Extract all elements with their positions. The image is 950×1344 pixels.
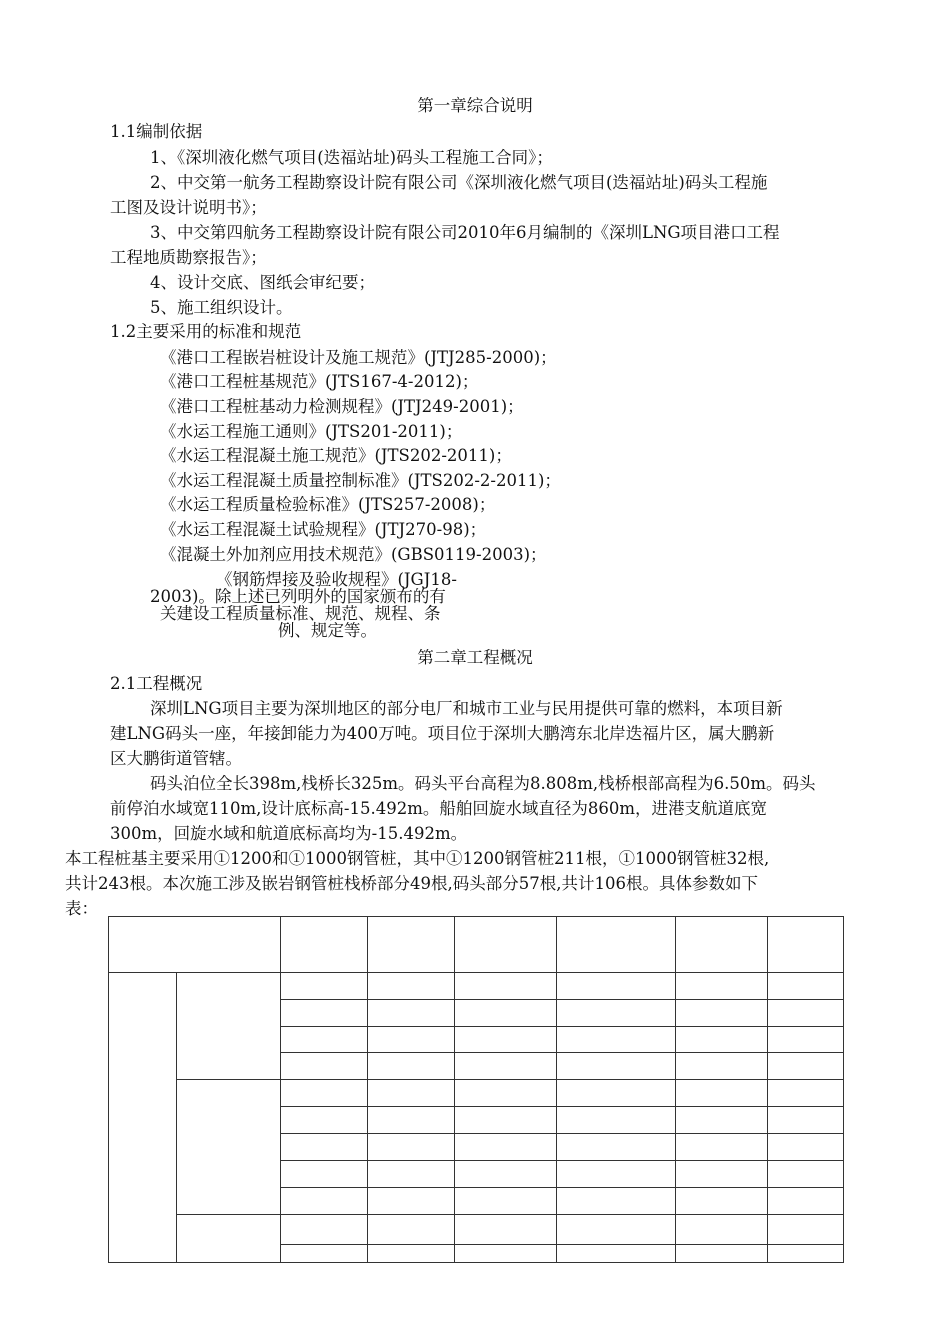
standard-item: 《水运工程质量检验标准》(JTS257-2008)；: [160, 495, 496, 514]
table-cell: [455, 1214, 557, 1244]
table-cell: [109, 972, 177, 1262]
overview-p2-line3: 300m，回旋水域和航道底标高均为-15.492m。: [110, 824, 468, 843]
table-cell: [768, 1107, 844, 1134]
table-cell: [768, 1244, 844, 1262]
table-cell: [177, 972, 281, 1079]
standard-item: 《港口工程桩基规范》(JTS167-4-2012)；: [160, 372, 479, 391]
table-cell: [455, 1160, 557, 1187]
table-cell: [368, 999, 455, 1026]
table-cell: [368, 917, 455, 973]
table-cell: [281, 1080, 368, 1107]
table-cell: [455, 1053, 557, 1080]
table-cell: [557, 999, 676, 1026]
table-cell: [557, 972, 676, 999]
table-cell: [281, 1026, 368, 1053]
basis-item-2-line2: 工图及设计说明书》；: [110, 198, 267, 217]
table-cell: [368, 1026, 455, 1053]
section-2-1-heading: 2.1工程概况: [110, 674, 203, 693]
overview-p3-line2: 共计243根。本次施工涉及嵌岩钢管桩栈桥部分49根,码头部分57根,共计106根。具体参数如下: [65, 874, 758, 893]
table-cell: [768, 1160, 844, 1187]
table-cell: [557, 1187, 676, 1214]
basis-item-1: 1、《深圳液化燃气项目(迭福站址)码头工程施工合同》；: [150, 148, 553, 167]
section-1-1-heading: 1.1编制依据: [110, 122, 203, 141]
basis-item-5: 5、施工组织设计。: [150, 298, 293, 317]
section-1-2-heading: 1.2主要采用的标准和规范: [110, 322, 302, 341]
table-cell: [676, 917, 768, 973]
table-cell: [768, 972, 844, 999]
table-cell: [368, 1214, 455, 1244]
table-cell: [368, 1160, 455, 1187]
overview-p2-line1: 码头泊位全长398m,栈桥长325m。码头平台高程为8.808m,栈桥根部高程为6.50m。码头: [150, 774, 816, 793]
table-cell: [281, 1134, 368, 1161]
table-cell: [557, 1244, 676, 1262]
table-cell: [557, 917, 676, 973]
table-cell: [368, 1080, 455, 1107]
table-cell: [455, 1080, 557, 1107]
standard-last-line3: 关建设工程质量标准、规范、规程、条: [160, 604, 441, 623]
table-cell: [557, 1214, 676, 1244]
table-cell: [557, 1160, 676, 1187]
table-cell: [281, 999, 368, 1026]
table-cell: [368, 1107, 455, 1134]
table-cell: [676, 1187, 768, 1214]
table-cell: [557, 1107, 676, 1134]
table-header-row: [109, 917, 844, 973]
table-cell: [676, 999, 768, 1026]
standard-item: 《港口工程嵌岩桩设计及施工规范》(JTJ285-2000)；: [160, 348, 557, 367]
table-row: [109, 1080, 844, 1107]
table-cell: [455, 1187, 557, 1214]
table-cell: [455, 1107, 557, 1134]
table-cell: [768, 1187, 844, 1214]
table-cell: [768, 1026, 844, 1053]
table-cell: [281, 1160, 368, 1187]
table-cell: [676, 1214, 768, 1244]
table-cell: [368, 1244, 455, 1262]
table-cell: [557, 1080, 676, 1107]
basis-item-3-line2: 工程地质勘察报告》；: [110, 248, 267, 267]
table-cell: [455, 999, 557, 1026]
overview-p3-line3: 表：: [65, 899, 98, 918]
table-cell: [557, 1053, 676, 1080]
table-cell: [281, 1107, 368, 1134]
table-cell: [676, 1026, 768, 1053]
overview-p1-line1: 深圳LNG项目主要为深圳地区的部分电厂和城市工业与民用提供可靠的燃料，本项目新: [150, 699, 783, 718]
pile-parameter-table: [108, 916, 844, 1263]
table-cell: [557, 1026, 676, 1053]
table-cell: [768, 999, 844, 1026]
standard-item: 《混凝土外加剂应用技术规范》(GBS0119-2003)；: [160, 545, 547, 564]
table-cell: [455, 1134, 557, 1161]
table-cell: [177, 1080, 281, 1214]
overview-p2-line2: 前停泊水域宽110m,设计底标高-15.492m。船舶回旋水域直径为860m，进港支航道底宽: [110, 799, 767, 818]
standard-item: 《水运工程混凝土质量控制标准》(JTS202-2-2011)；: [160, 471, 561, 490]
overview-p1-line3: 区大鹏街道管辖。: [110, 749, 242, 768]
table-cell: [676, 1244, 768, 1262]
standard-item: 《水运工程混凝土施工规范》(JTS202-2011)；: [160, 446, 512, 465]
standard-item: 《水运工程施工通则》(JTS201-2011)；: [160, 422, 463, 441]
table-cell: [768, 917, 844, 973]
table-cell: [281, 1244, 368, 1262]
table-cell: [768, 1053, 844, 1080]
table-cell: [676, 1134, 768, 1161]
table-cell: [368, 1134, 455, 1161]
table-cell: [281, 1214, 368, 1244]
table-row: [109, 972, 844, 999]
standard-last-line2: 2003)。除上述已列明外的国家颁布的有: [150, 587, 446, 606]
chapter1-title: 第一章综合说明: [417, 96, 533, 115]
table-cell: [368, 1053, 455, 1080]
table-cell: [281, 917, 368, 973]
table-cell: [455, 917, 557, 973]
table-cell: [557, 1134, 676, 1161]
standard-item: 《水运工程混凝土试验规程》(JTJ270-98)；: [160, 520, 487, 539]
overview-p1-line2: 建LNG码头一座，年接卸能力为400万吨。项目位于深圳大鹏湾东北岸迭福片区，属大鹏新: [110, 724, 775, 743]
table-cell: [109, 917, 281, 973]
table-cell: [281, 972, 368, 999]
table-cell: [281, 1053, 368, 1080]
table-cell: [768, 1080, 844, 1107]
table-cell: [177, 1214, 281, 1262]
table-cell: [676, 1053, 768, 1080]
standard-item: 《港口工程桩基动力检测规程》(JTJ249-2001)；: [160, 397, 524, 416]
table-cell: [676, 1080, 768, 1107]
standard-last-line1: 《钢筋焊接及验收规程》(JGJ18-: [216, 570, 457, 589]
basis-item-2-line1: 2、中交第一航务工程勘察设计院有限公司《深圳液化燃气项目(迭福站址)码头工程施: [150, 173, 768, 192]
table-cell: [768, 1214, 844, 1244]
chapter2-title: 第二章工程概况: [417, 648, 533, 667]
table-cell: [281, 1187, 368, 1214]
table-cell: [455, 1244, 557, 1262]
basis-item-4: 4、设计交底、图纸会审纪要；: [150, 273, 375, 292]
table-cell: [455, 1026, 557, 1053]
table-cell: [676, 1160, 768, 1187]
table-cell: [368, 1187, 455, 1214]
table-cell: [455, 972, 557, 999]
table-cell: [676, 1107, 768, 1134]
table-cell: [768, 1134, 844, 1161]
table-cell: [368, 972, 455, 999]
table-cell: [676, 972, 768, 999]
standard-last-line4: 例、规定等。: [278, 621, 377, 640]
table-row: [109, 1214, 844, 1244]
basis-item-3-line1: 3、中交第四航务工程勘察设计院有限公司2010年6月编制的《深圳LNG项目港口工程: [150, 223, 780, 242]
overview-p3-line1: 本工程桩基主要采用①1200和①1000钢管桩，其中①1200钢管桩211根，①1000钢管桩32根,: [65, 849, 770, 868]
